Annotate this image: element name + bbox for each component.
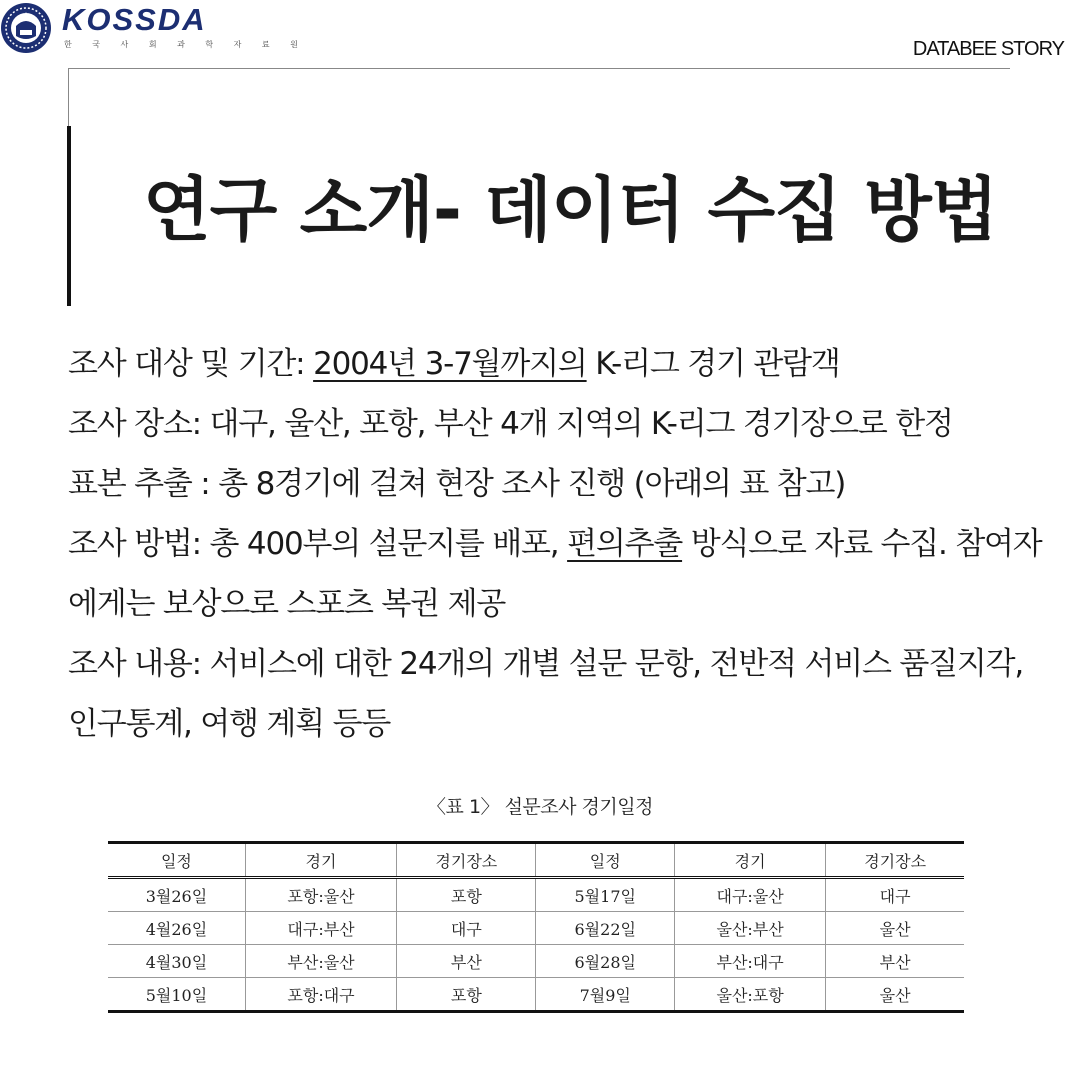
table-cell: 4월26일 xyxy=(108,912,245,945)
table-cell: 대구:부산 xyxy=(245,912,396,945)
table-header-row xyxy=(108,843,964,878)
page-title: 연구 소개- 데이터 수집 방법 xyxy=(143,169,998,251)
table-cell: 포항:대구 xyxy=(245,978,396,1012)
table-cell: 포항 xyxy=(397,978,536,1012)
header-match: 경기 xyxy=(245,843,396,878)
header-rule xyxy=(69,68,1010,69)
table-cell: 울산 xyxy=(826,978,964,1012)
table-cell: 4월30일 xyxy=(108,945,245,978)
header-date: 일정 xyxy=(108,843,245,878)
body-text xyxy=(68,334,1048,754)
header-date: 일정 xyxy=(536,843,674,878)
table-cell: 울산:부산 xyxy=(674,912,825,945)
table-cell: 7월9일 xyxy=(536,978,674,1012)
table-cell: 5월10일 xyxy=(108,978,245,1012)
table-cell: 포항 xyxy=(397,878,536,912)
university-seal-icon xyxy=(0,2,52,54)
table-cell: 울산:포항 xyxy=(674,978,825,1012)
header-venue: 경기장소 xyxy=(397,843,536,878)
brand-subtitle: 한 국 사 회 과 학 자 료 원 xyxy=(64,40,307,49)
title-accent-bar xyxy=(67,126,71,306)
table-cell: 6월22일 xyxy=(536,912,674,945)
paragraph-sampling: 표본 추출 : 총 8경기에 걸쳐 현장 조사 진행 (아래의 표 참고) xyxy=(68,466,846,502)
table-cell: 포항:울산 xyxy=(245,878,396,912)
table-cell: 5월17일 xyxy=(536,878,674,912)
header-venue: 경기장소 xyxy=(826,843,964,878)
table-cell: 대구:울산 xyxy=(674,878,825,912)
kossda-logo[interactable] xyxy=(0,0,307,56)
paragraph-method: 조사 방법: 총 400부의 설문지를 배포, 편의추출 방식으로 자료 수집. 참여자에게는 보상으로 스포츠 복권 제공 xyxy=(68,526,1042,622)
underlined-phrase: 편의추출 xyxy=(567,526,683,562)
underlined-phrase: 2004년 3-7월까지의 xyxy=(313,346,587,382)
brand-name: KOSSDA xyxy=(62,2,207,37)
series-label: DATABEE STORY xyxy=(912,38,1064,60)
table-cell: 부산 xyxy=(397,945,536,978)
table-cell: 울산 xyxy=(826,912,964,945)
table-cell: 6월28일 xyxy=(536,945,674,978)
table-caption: 〈표 1〉 설문조사 경기일정 xyxy=(427,796,653,818)
table-row xyxy=(108,878,964,912)
table-row xyxy=(108,978,964,1012)
table-cell: 대구 xyxy=(397,912,536,945)
table-cell: 부산 xyxy=(826,945,964,978)
paragraph-location: 조사 장소: 대구, 울산, 포항, 부산 4개 지역의 K-리그 경기장으로 한정 xyxy=(68,406,953,442)
table-cell: 부산:대구 xyxy=(674,945,825,978)
frame-corner-line xyxy=(68,68,69,128)
table-row xyxy=(108,912,964,945)
survey-schedule-table xyxy=(108,841,964,1013)
table-row xyxy=(108,945,964,978)
paragraph-target-period: 조사 대상 및 기간: 2004년 3-7월까지의 K-리그 경기 관람객 xyxy=(68,346,840,382)
table-cell: 부산:울산 xyxy=(245,945,396,978)
header-match: 경기 xyxy=(674,843,825,878)
table-cell: 대구 xyxy=(826,878,964,912)
table-cell: 3월26일 xyxy=(145,886,208,906)
paragraph-content: 조사 내용: 서비스에 대한 24개의 개별 설문 문항, 전반적 서비스 품질지각, 인구통계, 여행 계획 등등 xyxy=(68,646,1024,742)
